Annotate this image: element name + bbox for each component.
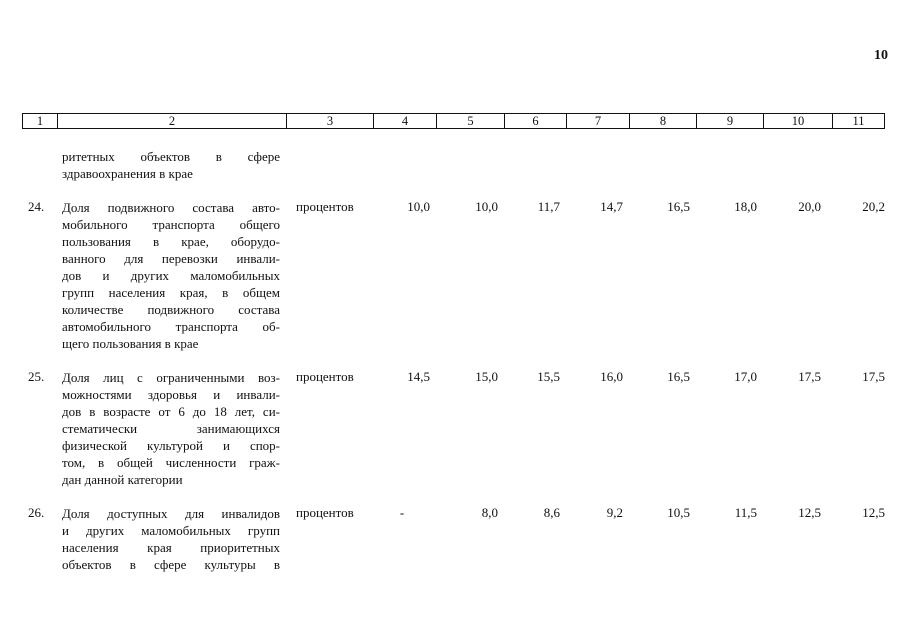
row-description [62, 369, 280, 488]
value-col-5: 8,0 [481, 505, 498, 520]
desc-line: Доля лиц с ограниченными воз- [62, 370, 280, 385]
desc-line: количестве подвижного состава [62, 302, 280, 317]
value-col-5: 15,0 [475, 369, 498, 384]
value-col-4: 14,5 [407, 369, 430, 384]
value-col-10: 12,5 [798, 505, 821, 520]
desc-line: дан данной категории [62, 472, 183, 487]
continuation-line: ритетных объектов в сфере [62, 149, 280, 164]
row-description [62, 505, 280, 573]
header-col-1: 1 [23, 114, 58, 128]
value-col-8: 16,5 [667, 369, 690, 384]
header-col-2: 2 [58, 114, 287, 128]
value-col-4: - [399, 505, 405, 520]
header-col-6: 6 [505, 114, 567, 128]
row-number: 26. [28, 505, 45, 520]
value-col-10: 17,5 [798, 369, 821, 384]
row-number: 24. [28, 199, 45, 214]
value-col-7: 16,0 [600, 369, 623, 384]
desc-line: населения края приоритетных [62, 540, 280, 555]
desc-line: пользования в крае, оборудо- [62, 234, 280, 249]
value-col-11: 12,5 [862, 505, 885, 520]
desc-line: мобильного транспорта общего [62, 217, 280, 232]
desc-line: физической культурой и спор- [62, 438, 280, 453]
value-col-9: 17,0 [734, 369, 757, 384]
desc-line: Доля подвижного состава авто- [62, 200, 280, 215]
continuation-line: здравоохранения в крае [62, 166, 193, 181]
value-col-6: 15,5 [537, 369, 560, 384]
row-unit: процентов [296, 505, 354, 520]
header-col-4: 4 [374, 114, 437, 128]
header-col-5: 5 [437, 114, 505, 128]
value-col-9: 11,5 [734, 505, 757, 520]
header-col-8: 8 [630, 114, 697, 128]
header-col-9: 9 [697, 114, 764, 128]
desc-line: объектов в сфере культуры в [62, 557, 280, 572]
header-col-11: 11 [852, 114, 865, 128]
value-col-10: 20,0 [798, 199, 821, 214]
value-col-4: 10,0 [407, 199, 430, 214]
value-col-6: 11,7 [537, 199, 560, 214]
value-col-11: 20,2 [862, 199, 885, 214]
header-col-3: 3 [287, 114, 374, 128]
desc-line: групп населения края, в общем [62, 285, 280, 300]
desc-line: и других маломобильных групп [62, 523, 280, 538]
continuation-text [62, 148, 280, 182]
value-col-7: 9,2 [606, 505, 623, 520]
desc-line: стематически занимающихся [62, 421, 280, 436]
row-unit: процентов [296, 199, 354, 214]
desc-line: ванного для перевозки инвали- [62, 251, 280, 266]
value-col-8: 10,5 [667, 505, 690, 520]
row-description [62, 199, 280, 352]
desc-line: автомобильного транспорта об- [62, 319, 280, 334]
value-col-7: 14,7 [600, 199, 623, 214]
value-col-5: 10,0 [475, 199, 498, 214]
value-col-8: 16,5 [667, 199, 690, 214]
desc-line: дов и других маломобильных [62, 268, 280, 283]
value-col-9: 18,0 [734, 199, 757, 214]
desc-line: щего пользования в крае [62, 336, 199, 351]
row-unit: процентов [296, 369, 354, 384]
table-header-row [22, 113, 885, 129]
row-number: 25. [28, 369, 45, 384]
header-col-7: 7 [567, 114, 630, 128]
desc-line: том, в общей численности граж- [62, 455, 280, 470]
header-col-10: 10 [764, 114, 833, 128]
desc-line: Доля доступных для инвалидов [62, 506, 280, 521]
page-number: 10 [874, 48, 888, 63]
value-col-6: 8,6 [543, 505, 560, 520]
value-col-11: 17,5 [862, 369, 885, 384]
desc-line: дов в возрасте от 6 до 18 лет, си- [62, 404, 280, 419]
desc-line: можностями здоровья и инвали- [62, 387, 280, 402]
